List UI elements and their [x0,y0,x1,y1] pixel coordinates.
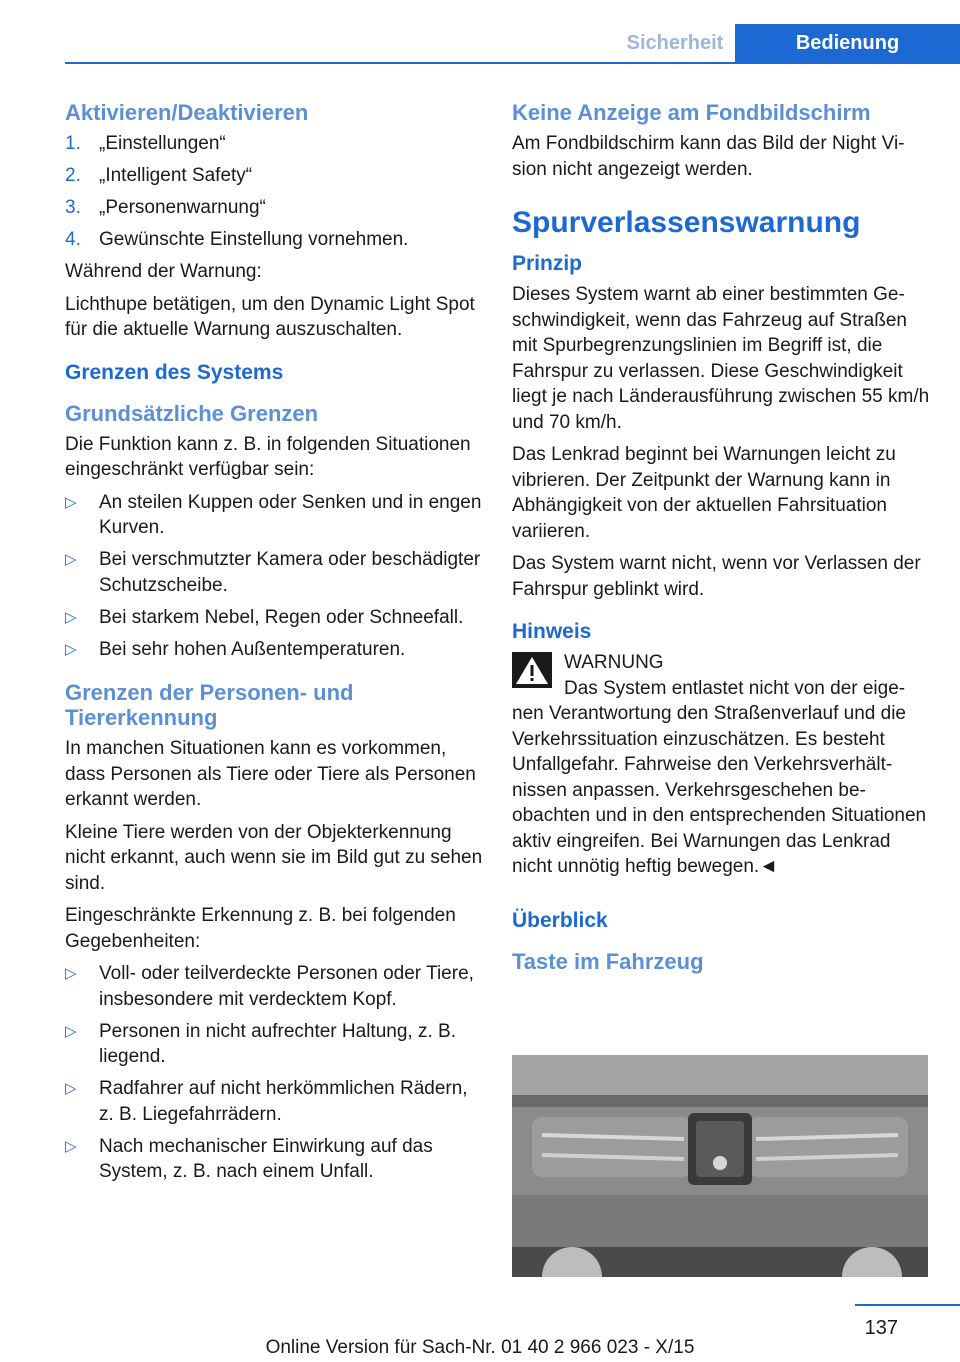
heading-no-rear-display: Keine Anzeige am Fondbildschirm [512,100,871,125]
paragraph-rear-display: Am Fondbildschirm kann das Bild der Night Vision nicht angezeigt werden. [512,133,905,180]
paragraph-restricted-detection: Eingeschränkte Erkennung z. B. bei folgenden Gegebenheiten: [65,905,456,952]
triangle-bullet-icon: ▷ [65,493,77,511]
step-item: 2. „Intelligent Safety“ [65,165,253,186]
paragraph-lichthupe: Lichthupe betätigen, um den Dynamic Light Spot für die aktuelle Warnung auszuschalten. [65,293,475,340]
page-number: 137 [864,1317,898,1339]
triangle-bullet-icon: ▷ [65,640,77,658]
heading-overview: Überblick [512,908,608,932]
tab-bedienung[interactable]: Bedienung [735,24,960,62]
heading-button-in-vehicle: Taste im Fahrzeug [512,948,704,974]
paragraph-situations: In manchen Situationen kann es vorkommen, dass Personen als Tiere oder Tiere als Personen erkannt werden. [65,738,476,810]
step-item: 1. „Einstellungen“ [65,133,226,154]
warning-body: Das System entlastet nicht von der eigenen Verantwortung den Straßenverlauf und die Verkehrssituation einzuschätzen. Es besteht Unfallgefahr. Fahrweise den Verkehrsverhältnissen anpassen. Verkehrsgeschehen beobachten und in den entsprechenden Situationen aktiv eingreifen. Bei Warnungen das Lenkrad nicht unnötig heftig bewegen.◄ [512,677,927,877]
list-item: ▷ Bei sehr hohen Außentemperaturen. [65,637,483,663]
footer-rule [855,1304,960,1306]
heading-activate: Aktivieren/Deaktivieren [65,100,309,125]
paragraph-vibrate: Das Lenkrad beginnt bei Warnungen leicht zu vibrieren. Der Zeitpunkt der Warnung kann in Abhängigkeit von der aktuellen Fahrsituation variieren. [512,444,896,542]
paragraph-small-animals: Kleine Tiere werden von der Objekterkennung nicht erkannt, auch wenn sie im Bild gut zu sehen sind. [65,821,483,894]
step-item: 4. Gewünschte Einstellung vornehmen. [65,229,409,250]
triangle-bullet-icon: ▷ [65,965,77,982]
heading-basic-limits: Grundsätzliche Grenzen [65,400,319,426]
list-item: ▷ An steilen Kuppen oder Senken und in engen Kurven. [65,491,482,538]
triangle-bullet-icon: ▷ [65,1080,77,1097]
right-column [512,100,930,980]
heading-principle: Prinzip [512,252,583,275]
heading-person-animal-limits: Grenzen der Personen- und Tiererkennung [65,680,354,730]
paragraph-no-warning: Das System warnt nicht, wenn vor Verlassen der Fahrspur geblinkt wird. [512,553,921,600]
bullet-list-limits [65,490,483,663]
step-item: 3. „Personenwarnung“ [65,197,266,218]
triangle-bullet-icon: ▷ [65,1137,77,1155]
warning-block [512,650,930,676]
paragraph-principle: Dieses System warnt ab einer bestimmten Geschwindigkeit, wenn das Fahrzeug auf Straßen mit Spurbegrenzungslinien im Begriff ist, die Fahrspur zu verlassen. Diese Geschwindigkeit liegt je nach Länderausführung zwischen 55 km/h und 70 km/h. [512,284,930,433]
heading-note: Hinweis [512,620,592,643]
triangle-bullet-icon: ▷ [65,608,77,626]
steps-list [65,131,483,253]
triangle-bullet-icon: ▷ [65,1022,77,1040]
button-panel-illustration [512,1055,928,1277]
list-item: ▷ Bei verschmutzter Kamera oder beschädigter Schutzscheibe. [65,549,481,596]
heading-system-limits: Grenzen des Systems [65,360,284,384]
paragraph-during-warning: Während der Warnung: [65,261,262,282]
warning-label: WARNUNG [564,652,664,673]
triangle-bullet-icon: ▷ [65,551,77,568]
list-item: ▷ Personen in nicht aufrechter Haltung, z. B. liegend. [65,1020,456,1067]
list-item: ▷ Nach mechanischer Einwirkung auf das System, z. B. nach einem Unfall. [65,1135,433,1182]
heading-lane-departure: Spurverlassenswarnung [512,206,861,239]
warning-triangle-icon [512,652,552,688]
footer-note: Online Version für Sach-Nr. 01 40 2 966 023 - X/15 [265,1337,695,1358]
left-column [65,100,483,1193]
list-item: ▷ Bei starkem Nebel, Regen oder Schneefall. [65,605,483,631]
list-item: ▷ Voll- oder teilverdeckte Personen oder Tiere, insbesondere mit verdecktem Kopf. [65,963,474,1010]
paragraph-function-limited: Die Funktion kann z. B. in folgenden Situationen eingeschränkt verfügbar sein: [65,433,471,480]
vehicle-button-photo [512,1055,928,1277]
header-rule [65,62,960,64]
list-item: ▷ Radfahrer auf nicht herkömmlichen Rädern, z. B. Liegefahrrädern. [65,1078,468,1125]
bullet-list-detection [65,961,483,1185]
tab-sicherheit[interactable]: Sicherheit [626,32,724,54]
